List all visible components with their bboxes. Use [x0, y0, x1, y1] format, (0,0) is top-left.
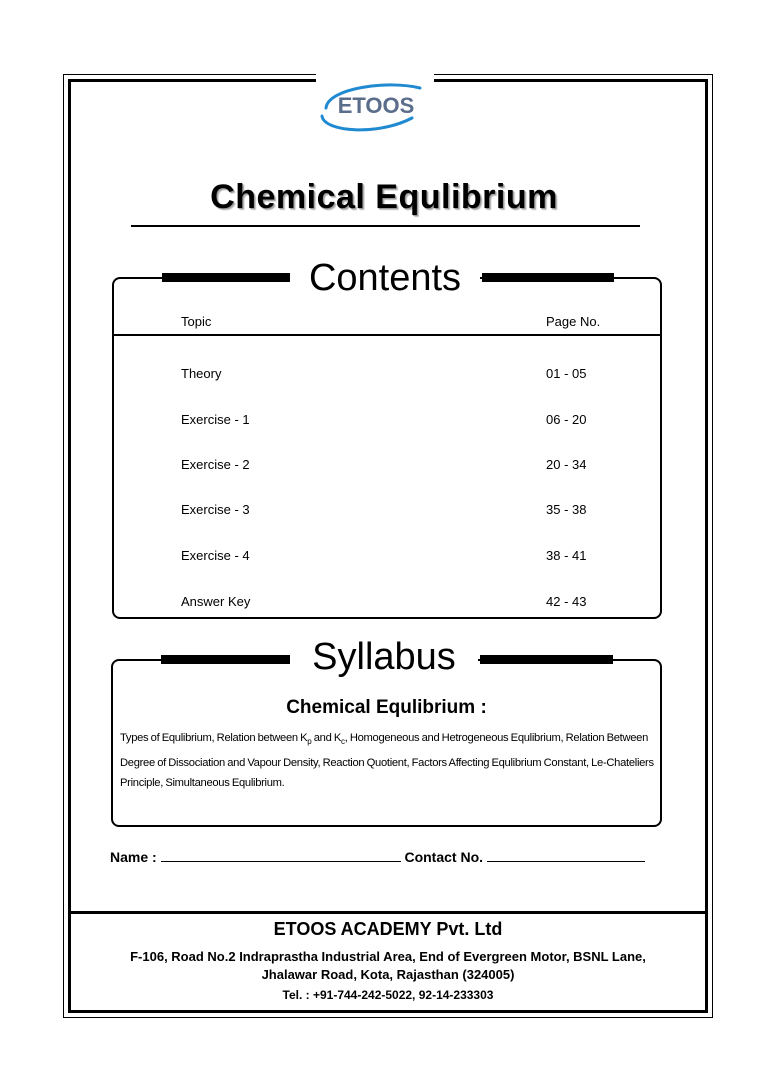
- logo-text: ETOOS: [337, 93, 415, 118]
- syllabus-text: [120, 728, 656, 794]
- contents-page: 38 - 41: [546, 548, 587, 563]
- document-title: Chemical Equlibrium: [210, 178, 558, 216]
- name-field[interactable]: [161, 847, 401, 862]
- syllabus-heading: Syllabus: [290, 637, 478, 677]
- footer-address-line: F-106, Road No.2 Indraprastha Industrial Area, End of Evergreen Motor, BSNL Lane,: [130, 949, 646, 964]
- contents-header-divider: [112, 334, 662, 336]
- contents-topic: Exercise - 1: [181, 412, 250, 427]
- footer-phone: Tel. : +91-744-242-5022, 92-14-233303: [282, 988, 494, 1002]
- syllabus-text-part: , Homogeneous and Hetrogeneous Equlibrium, Relation Between Degree of Dissociation and Vapour Density, Reaction Quotient, Factors Affecting Equlibrium Constant, Le-Chateliers Principle, Simultaneous Equlibrium.: [120, 732, 654, 790]
- contents-topic: Answer Key: [181, 594, 251, 609]
- syllabus-subheading: Chemical Equlibrium :: [286, 697, 487, 718]
- student-info-line: [110, 847, 670, 865]
- name-label: Name :: [110, 849, 157, 865]
- contents-topic: Theory: [181, 366, 222, 381]
- footer-address: [75, 948, 701, 984]
- syllabus-bar-right: [480, 655, 613, 664]
- contents-page: 42 - 43: [546, 594, 587, 609]
- contents-page: 06 - 20: [546, 412, 587, 427]
- syllabus-bar-left: [161, 655, 290, 664]
- contents-row: [181, 455, 601, 475]
- contents-header-row: [181, 312, 601, 332]
- contents-row: [181, 500, 601, 520]
- contents-bar-right: [482, 273, 614, 282]
- contact-label: Contact No.: [404, 849, 484, 865]
- syllabus-subscript: p: [307, 737, 312, 747]
- contents-topic: Exercise - 3: [181, 502, 250, 517]
- contact-field[interactable]: [487, 847, 645, 862]
- contents-row: [181, 410, 601, 430]
- contents-topic: Exercise - 2: [181, 457, 250, 472]
- footer-company: ETOOS ACADEMY Pvt. Ltd: [273, 919, 503, 939]
- page-column-header: Page No.: [546, 314, 601, 329]
- title-underline: [131, 225, 640, 227]
- contents-page: 35 - 38: [546, 502, 587, 517]
- contents-topic: Exercise - 4: [181, 548, 250, 563]
- contents-heading: Contents: [290, 258, 480, 298]
- etoos-logo-icon: [318, 78, 438, 136]
- contents-page: 20 - 34: [546, 457, 587, 472]
- syllabus-text-part: and K: [311, 732, 341, 744]
- syllabus-subscript: c: [341, 737, 345, 747]
- topic-column-header: Topic: [181, 314, 212, 329]
- contents-page: 01 - 05: [546, 366, 587, 381]
- contents-row: [181, 592, 601, 612]
- contents-row: [181, 364, 601, 384]
- contents-bar-left: [162, 273, 290, 282]
- contents-row: [181, 546, 601, 566]
- syllabus-text-part: Types of Equlibrium, Relation between K: [120, 732, 308, 744]
- footer-address-line: Jhalawar Road, Kota, Rajasthan (324005): [261, 967, 515, 982]
- footer-divider: [68, 911, 708, 914]
